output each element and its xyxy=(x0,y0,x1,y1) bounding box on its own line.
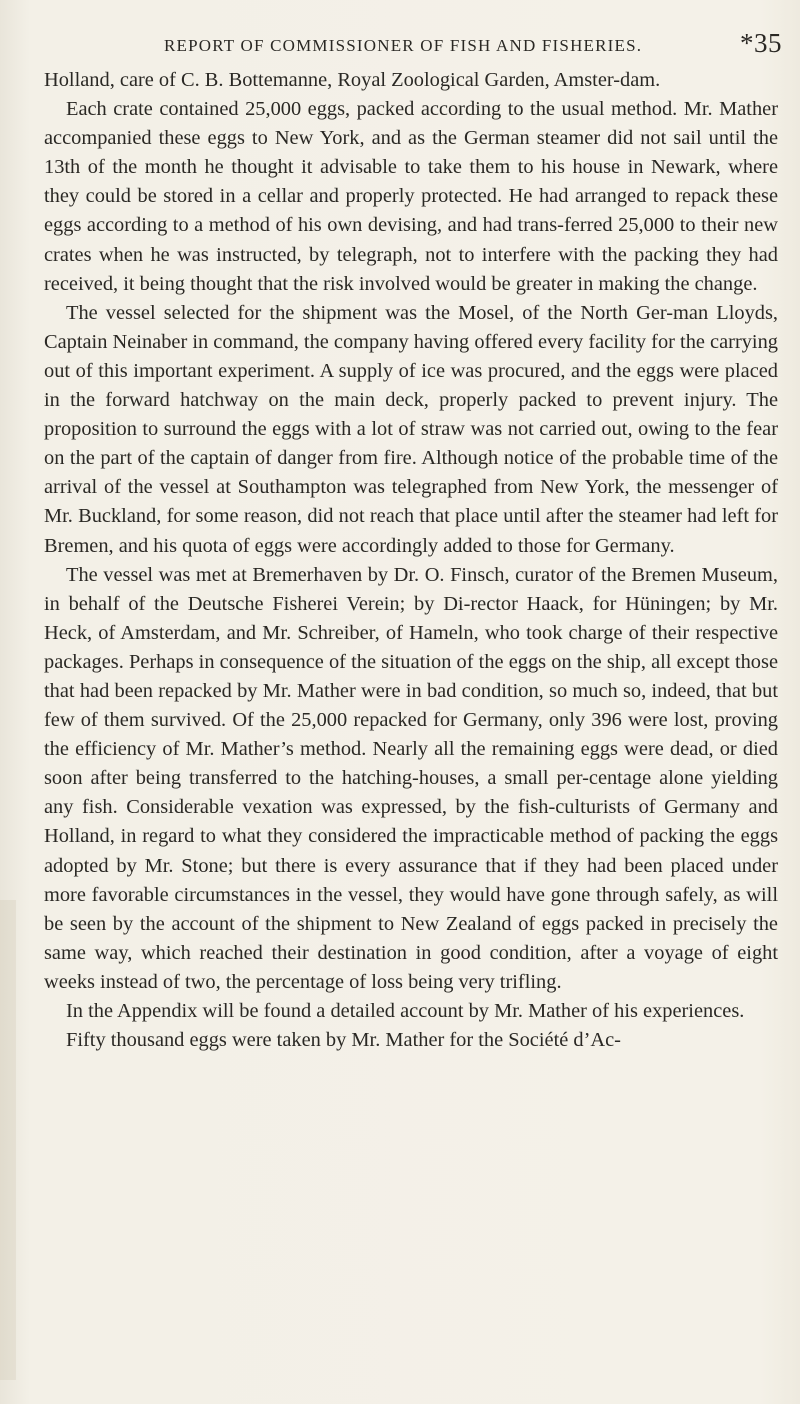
page-number: *35 xyxy=(740,28,782,58)
paragraph-3: The vessel selected for the shipment was the Mosel, of the North Ger-man Lloyds, Captain Neinaber in command, the company having offered every facility for the carrying out of this important experiment. A supply of ice was procured, and the eggs were placed in the forward hatchway on the main deck, properly packed to prevent injury. The proposition to surround the eggs with a lot of straw was not carried out, owing to the fear on the part of the captain of danger from fire. Although notice of the probable time of the arrival of the vessel at Southampton was telegraphed from New York, the messenger of Mr. Buckland, for some reason, did not reach that place until after the steamer had left for Bremen, and his quota of eggs were accordingly added to those for Germany. xyxy=(44,301,778,557)
paragraph-1: Holland, care of C. B. Bottemanne, Royal Zoological Garden, Amster-dam. xyxy=(44,69,661,91)
paragraph-5: In the Appendix will be found a detailed account by Mr. Mather of his experiences. xyxy=(66,1000,745,1022)
paragraph-4: The vessel was met at Bremerhaven by Dr. O. Finsch, curator of the Bremen Museum, in behalf of the Deutsche Fisherei Verein; by Di-rector Haack, for Hüningen; by Mr. Heck, of Amsterdam, and Mr. Schreiber, of Hameln, who took charge of their respective packages. Perhaps in consequence of the situation of the eggs on the ship, all except those that had been repacked by Mr. Mather were in bad condition, so much so, indeed, that but few of them survived. Of the 25,000 repacked for Germany, only 396 were lost, proving the efficiency of Mr. Mather’s method. Nearly all the remaining eggs were dead, or died soon after being transferred to the hatching-houses, a small per-centage alone yielding any fish. Considerable vexation was expressed, by the fish-culturists of Germany and Holland, in regard to what they considered the impracticable method of packing the eggs adopted by Mr. Stone; but there is every assurance that if they had been placed under more favorable circumstances in the vessel, they would have gone through safely, as will be seen by the account of the shipment to New Zealand of eggs packed in precisely the same way, which reached their destination in good condition, after a voyage of eight weeks instead of two, the percentage of loss being very trifling. xyxy=(44,563,778,993)
page-header xyxy=(44,14,782,58)
paragraph-6: Fifty thousand eggs were taken by Mr. Mather for the Société d’Ac- xyxy=(66,1029,621,1052)
body-text xyxy=(44,66,778,1055)
paragraph-2: Each crate contained 25,000 eggs, packed according to the usual method. Mr. Mather accompanied these eggs to New York, and as the German steamer did not sail until the 13th of the month he thought it advisable to take them to his house in Newark, where they could be stored in a cellar and properly protected. He had arranged to repack these eggs according to a method of his own devising, and had trans-ferred 25,000 to their new crates when he was instructed, by telegraph, not to interfere with the packing they had received, it being thought that the risk involved would be greater in making the change. xyxy=(44,98,778,295)
running-head: REPORT OF COMMISSIONER OF FISH AND FISHERIES. xyxy=(164,36,643,55)
page-edge-stain xyxy=(0,900,16,1380)
